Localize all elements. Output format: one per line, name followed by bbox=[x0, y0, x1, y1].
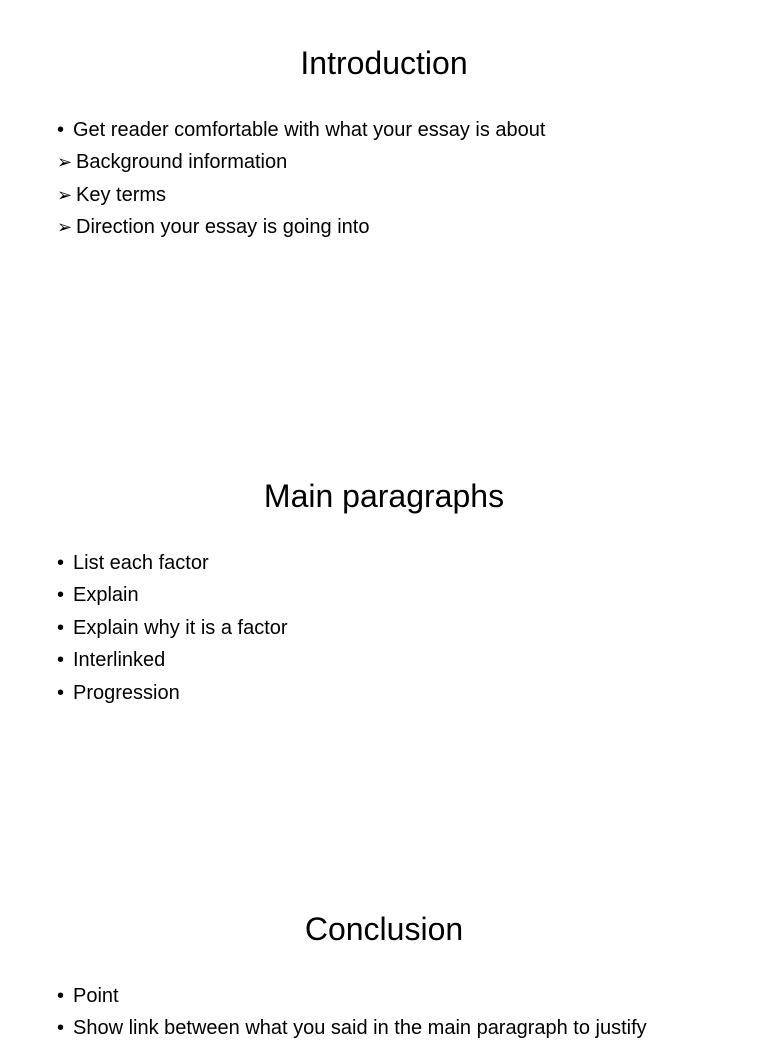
slide-title: Conclusion bbox=[304, 911, 464, 947]
slide-title: Introduction bbox=[300, 45, 468, 81]
bullet-item bbox=[57, 677, 737, 709]
slide-title: Main paragraphs bbox=[263, 478, 505, 514]
bullet-text: Progression bbox=[73, 681, 180, 704]
slide-main-paragraphs bbox=[0, 433, 768, 866]
bullet-marker: • bbox=[57, 985, 65, 1007]
bullet-text: Point bbox=[73, 985, 119, 1007]
bullet-text: Key terms bbox=[76, 183, 167, 206]
bullet-text: Direction your essay is going into bbox=[76, 216, 370, 239]
bullet-item bbox=[57, 644, 737, 676]
bullet-item bbox=[57, 1012, 737, 1044]
arrow-bullet-icon: ➢ bbox=[57, 152, 73, 173]
bullet-list bbox=[57, 980, 737, 1045]
bullet-marker: • bbox=[57, 1017, 65, 1040]
bullet-marker: • bbox=[57, 649, 65, 672]
bullet-item bbox=[57, 612, 737, 644]
bullet-text: Explain bbox=[73, 584, 139, 607]
bullet-item bbox=[57, 547, 737, 579]
bullet-marker: • bbox=[57, 584, 65, 607]
bullet-marker: • bbox=[57, 552, 65, 574]
bullet-text: Explain why it is a factor bbox=[73, 616, 288, 639]
bullet-item bbox=[57, 114, 737, 146]
bullet-text: Background information bbox=[76, 151, 288, 174]
bullet-text: Interlinked bbox=[73, 649, 166, 672]
bullet-item bbox=[57, 211, 737, 243]
bullet-marker: • bbox=[57, 681, 65, 704]
bullet-item bbox=[57, 179, 737, 211]
arrow-bullet-icon: ➢ bbox=[57, 184, 73, 205]
bullet-text: List each factor bbox=[73, 552, 209, 574]
bullet-item bbox=[57, 579, 737, 611]
bullet-text: Show link between what you said in the main paragraph to justify bbox=[73, 1017, 647, 1040]
bullet-marker: • bbox=[57, 119, 65, 141]
bullet-item bbox=[57, 980, 737, 1012]
arrow-bullet-icon: ➢ bbox=[57, 217, 73, 238]
bullet-marker: • bbox=[57, 616, 65, 639]
slide-introduction bbox=[0, 0, 768, 433]
slide-conclusion bbox=[0, 866, 768, 1040]
bullet-item bbox=[57, 146, 737, 178]
bullet-list bbox=[57, 547, 737, 709]
bullet-text: Get reader comfortable with what your essay is about bbox=[73, 119, 546, 141]
bullet-list bbox=[57, 114, 737, 244]
